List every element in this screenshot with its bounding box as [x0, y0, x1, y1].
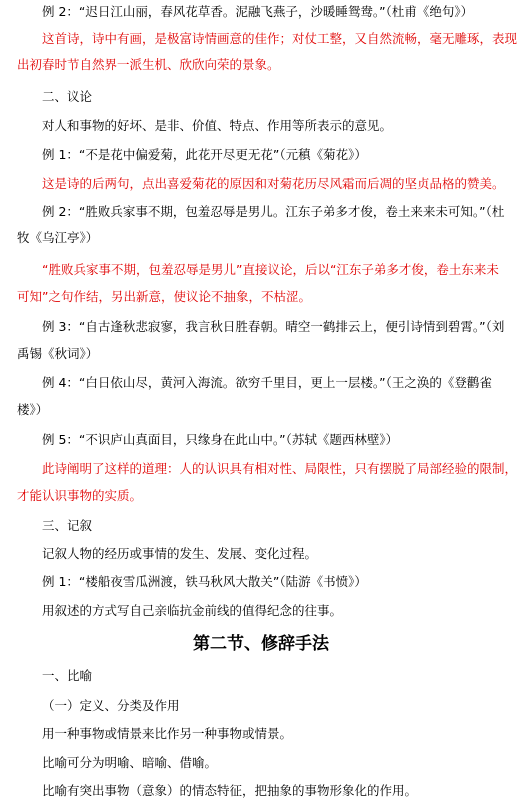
analysis-line: 出初春时节自然界一派生机、欣欣向荣的景象。 [17, 57, 280, 72]
example-line: 例 2：“胜败兵家事不期，包羞忍辱是男儿。江东子弟多才俊，卷土来来未可知。”（杜 [42, 204, 505, 219]
subsection-heading: （一）定义、分类及作用 [42, 698, 180, 713]
example-line: 牧《乌江亭》） [17, 230, 99, 245]
analysis-line: 此诗阐明了这样的道理：人的认识具有相对性、局限性，只有摆脱了局部经验的限制， [42, 461, 518, 476]
example-line: 例 3：“自古逢秋悲寂寥，我言秋日胜春朝。晴空一鹤排云上，便引诗情到碧霄。”（刘 [42, 319, 505, 334]
analysis-line: 这首诗，诗中有画，是极富诗情画意的佳作；对仗工整，又自然流畅，毫无雕琢，表现 [42, 31, 518, 46]
example-line: 例 1：“不是花中偏爱菊，此花开尽更无花”（元稹《菊花》） [42, 147, 367, 162]
analysis-line: 可知”之句作结，另出新意，使议论不抽象，不枯涩。 [17, 289, 311, 304]
example-line: 楼》） [17, 402, 49, 417]
section-title: 第二节、修辞手法 [193, 634, 329, 654]
example-2-poem-line: 例 2：“迟日江山丽，春风花草香。泥融飞燕子，沙暖睡鸳鸯。”（杜甫《绝句》） [42, 4, 474, 19]
analysis-line: “胜败兵家事不期，包羞忍辱是男儿”直接议论，后以“江东子弟多才俊，卷土东来未 [42, 262, 499, 277]
definition-line: 比喻可分为明喻、暗喻、借喻。 [42, 755, 218, 770]
definition-line: 对人和事物的好坏、是非、价值、特点、作用等所表示的意见。 [42, 118, 393, 133]
section-heading-narration: 三、记叙 [42, 518, 93, 533]
example-line: 例 1：“楼船夜雪瓜洲渡，铁马秋风大散关”（陆游《书愤》） [42, 574, 367, 589]
analysis-line: 才能认识事物的实质。 [17, 488, 143, 503]
subsection-heading-metaphor: 一、比喻 [42, 668, 93, 683]
definition-line: 记叙人物的经历或事情的发生、发展、变化过程。 [42, 546, 318, 561]
section-heading-argument: 二、议论 [42, 89, 93, 104]
analysis-line: 用叙述的方式写自己亲临抗金前线的值得纪念的往事。 [42, 603, 343, 618]
analysis-line: 这是诗的后两句，点出喜爱菊花的原因和对菊花历尽风霜而后凋的坚贞品格的赞美。 [42, 176, 505, 191]
example-line: 禹锡《秋词》） [17, 346, 99, 361]
example-line: 例 4：“白日依山尽，黄河入海流。欲穷千里目，更上一层楼。”（王之涣的《登鹳雀 [42, 375, 492, 390]
definition-line: 用一种事物或情景来比作另一种事物或情景。 [42, 726, 293, 741]
example-line: 例 5：“不识庐山真面目，只缘身在此山中。”（苏轼《题西林壁》） [42, 432, 399, 447]
definition-line: 比喻有突出事物（意象）的情态特征，把抽象的事物形象化的作用。 [42, 783, 418, 798]
